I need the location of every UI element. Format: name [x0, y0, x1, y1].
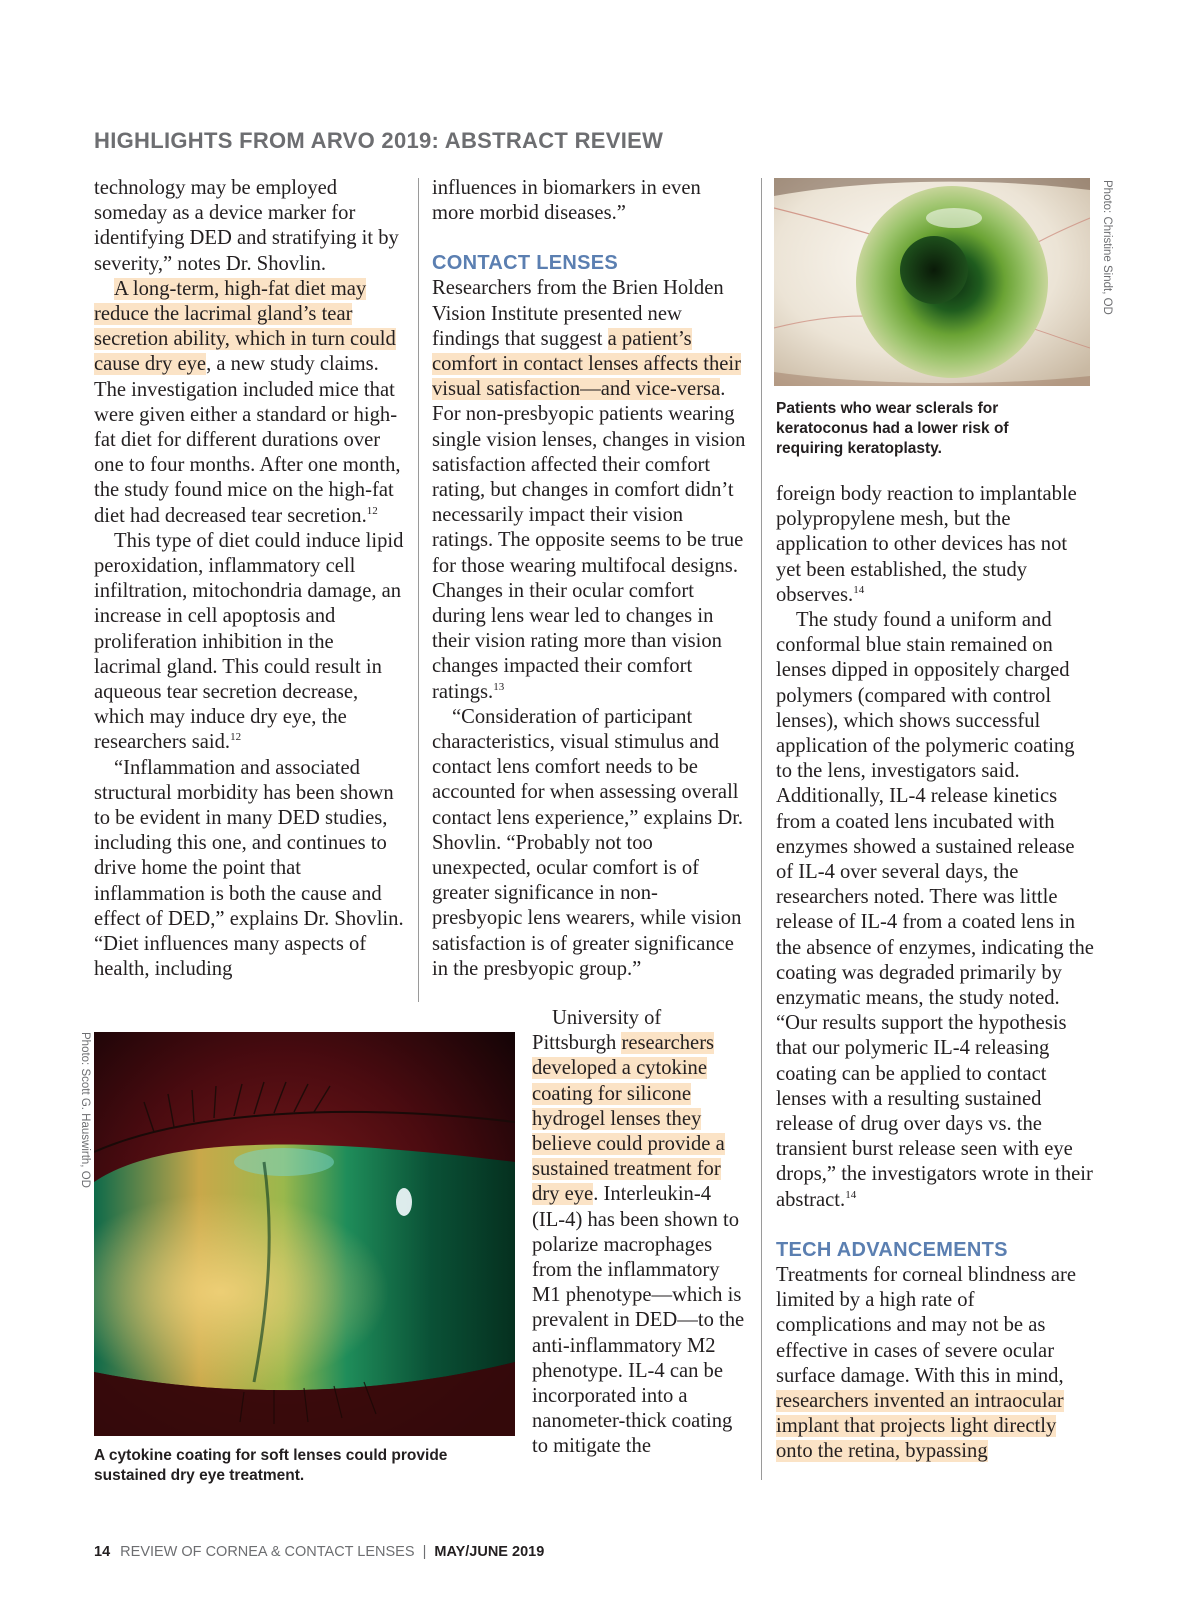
paragraph: The study found a uniform and conformal blue stain remained on lenses dipped in oppositely charged polymers (compared with control lenses), which shows successful application of the polymeric coating to the lens, investigators said. Additionally, IL-4 release kinetics from a coated lens incubated with enzymes showed a sustained release of IL-4 over several days, the researchers noted. There was little release of IL-4 from a coated lens in the absence of enzymes, indicating the coating was degraded primarily by enzymatic means, the study noted. “Our results support the hypothesis that our polymeric IL-4 releasing coating can be applied to contact lenses with a resulting sustained release of drug over days vs. the transient burst release seen with eye drops,” the investigators wrote in their abstract.$^{14}$	[776, 609, 1094, 1211]
highlight: researchers invented an intraocular implant that projects light directly onto the retina, bypassing	[776, 1389, 1064, 1463]
paragraph: Treatments for corneal blindness are limited by a high rate of complications and may not be as effective in cases of severe ocular surface damage. With this in mind, researchers invented an intraocular implant that projects light directly onto the retina, bypassing	[776, 1263, 1077, 1463]
highlight: researchers developed a cytokine coating for silicone hydrogel lenses they believe could provide a sustained treatment for dry eye	[532, 1032, 725, 1206]
reference: 12	[366, 504, 378, 517]
subheading-contact-lenses: CONTACT LENSES	[432, 252, 619, 275]
highlight: A long-term, high-fat diet may reduce the lacrimal gland’s tear secretion ability, which in turn could cause dry eye	[94, 277, 396, 376]
green-eye-image	[774, 178, 1090, 386]
paragraph: influences in biomarkers in even more morbid diseases.”	[432, 177, 701, 225]
paragraph: “Consideration of participant characteristics, visual stimulus and contact lens comfort needs to be accounted for when assessing overall contact lens experience,” explains Dr. Shovlin. “Probably not too unexpected, ocular comfort is of greater significance in non-presbyopic lens wearers, while vision satisfaction is of greater significance in the presbyopic group.”	[432, 705, 744, 980]
paragraph: foreign body reaction to implantable polypropylene mesh, but the application to other devices has not yet been established, the study observes.$^{14}$	[776, 483, 1077, 606]
caption-scleral-lenses: Patients who wear sclerals for keratoconus had a lower risk of requiring keratoplasty.	[776, 400, 1009, 457]
photo-credit-scott-hauswirth: Photo: Scott G. Hauswirth, OD	[79, 1032, 91, 1188]
highlight: a patient’s comfort in contact lenses affects their visual satisfaction—and vice-versa	[432, 327, 741, 401]
paragraph: “Inflammation and associated structural morbidity has been shown to be evident in many DED studies, including this one, and continues to drive home the point that inflammation is both the cause and effect of DED,” explains Dr. Shovlin. “Diet influences many aspects of health, including	[94, 756, 404, 981]
article-column-3	[776, 482, 1094, 1486]
article-column-2-continued	[532, 1006, 746, 1486]
column-divider	[761, 178, 762, 488]
column-divider	[761, 484, 762, 1480]
footer-separator: |	[422, 1544, 427, 1560]
article-column-2	[432, 176, 746, 1006]
publication-name: REVIEW OF CORNEA & CONTACT LENSES	[120, 1544, 415, 1560]
column-divider	[418, 178, 419, 1002]
page-footer	[94, 1544, 544, 1560]
photo-green-eye	[774, 178, 1090, 386]
page-number: 14	[94, 1544, 111, 1560]
caption-cytokine-coating: A cytokine coating for soft lenses could provide sustained dry eye treatment.	[94, 1447, 448, 1484]
reference: 13	[493, 680, 505, 693]
photo-credit-christine-sindt: Photo: Christine Sindt, OD	[1101, 180, 1113, 315]
paragraph: technology may be employed someday as a device marker for identifying DED and stratifying it by severity,” notes Dr. Shovlin.	[94, 177, 399, 275]
paragraph: Researchers from the Brien Holden Vision Institute presented new findings that suggest a patient’s comfort in contact lenses affects their visual satisfaction—and vice-versa. For non-presbyopic patients wearing single vision lenses, changes in vision satisfaction affected their comfort rating, but changes in comfort didn’t necessarily impact their vision ratings. The opposite seems to be true for those wearing multifocal designs. Changes in their ocular comfort during lens wear led to changes in their vision rating more than vision changes impacted their comfort ratings.$^{13}$	[432, 277, 746, 703]
issue-date: MAY/JUNE 2019	[434, 1544, 545, 1560]
subheading-tech-advancements: TECH ADVANCEMENTS	[776, 1238, 1008, 1261]
paragraph: A long-term, high-fat diet may reduce the lacrimal gland’s tear secretion ability, which in turn could cause dry eye, a new study claims. The investigation included mice that were given either a standard or high-fat diet for different durations over one to four months. After one month, the study found mice on the high-fat diet had decreased tear secretion.$^{12}$	[94, 277, 401, 527]
article-column-1	[94, 176, 406, 1008]
reference: 12	[230, 731, 242, 744]
paragraph: University of Pittsburgh researchers developed a cytokine coating for silicone hydrogel lenses they believe could provide a sustained treatment for dry eye. Interleukin-4 (IL-4) has been shown to polarize macrophages from the inflammatory M1 phenotype—which is prevalent in DED—to the anti-inflammatory M2 phenotype. IL-4 can be incorporated into a nanometer-thick coating to mitigate the	[532, 1007, 745, 1458]
section-title: HIGHLIGHTS FROM ARVO 2019: ABSTRACT REVIEW	[94, 128, 664, 153]
reference: 14	[845, 1188, 857, 1201]
photo-stained-eye	[94, 1032, 515, 1436]
reference: 14	[853, 583, 865, 596]
fluorescein-eye-image	[94, 1032, 515, 1436]
paragraph: This type of diet could induce lipid peroxidation, inflammatory cell infiltration, mitochondria damage, an increase in cell apoptosis and proliferation inhibition in the lacrimal gland. This could result in aqueous tear secretion decrease, which may induce dry eye, the researchers said.$^{12}$	[94, 529, 404, 754]
